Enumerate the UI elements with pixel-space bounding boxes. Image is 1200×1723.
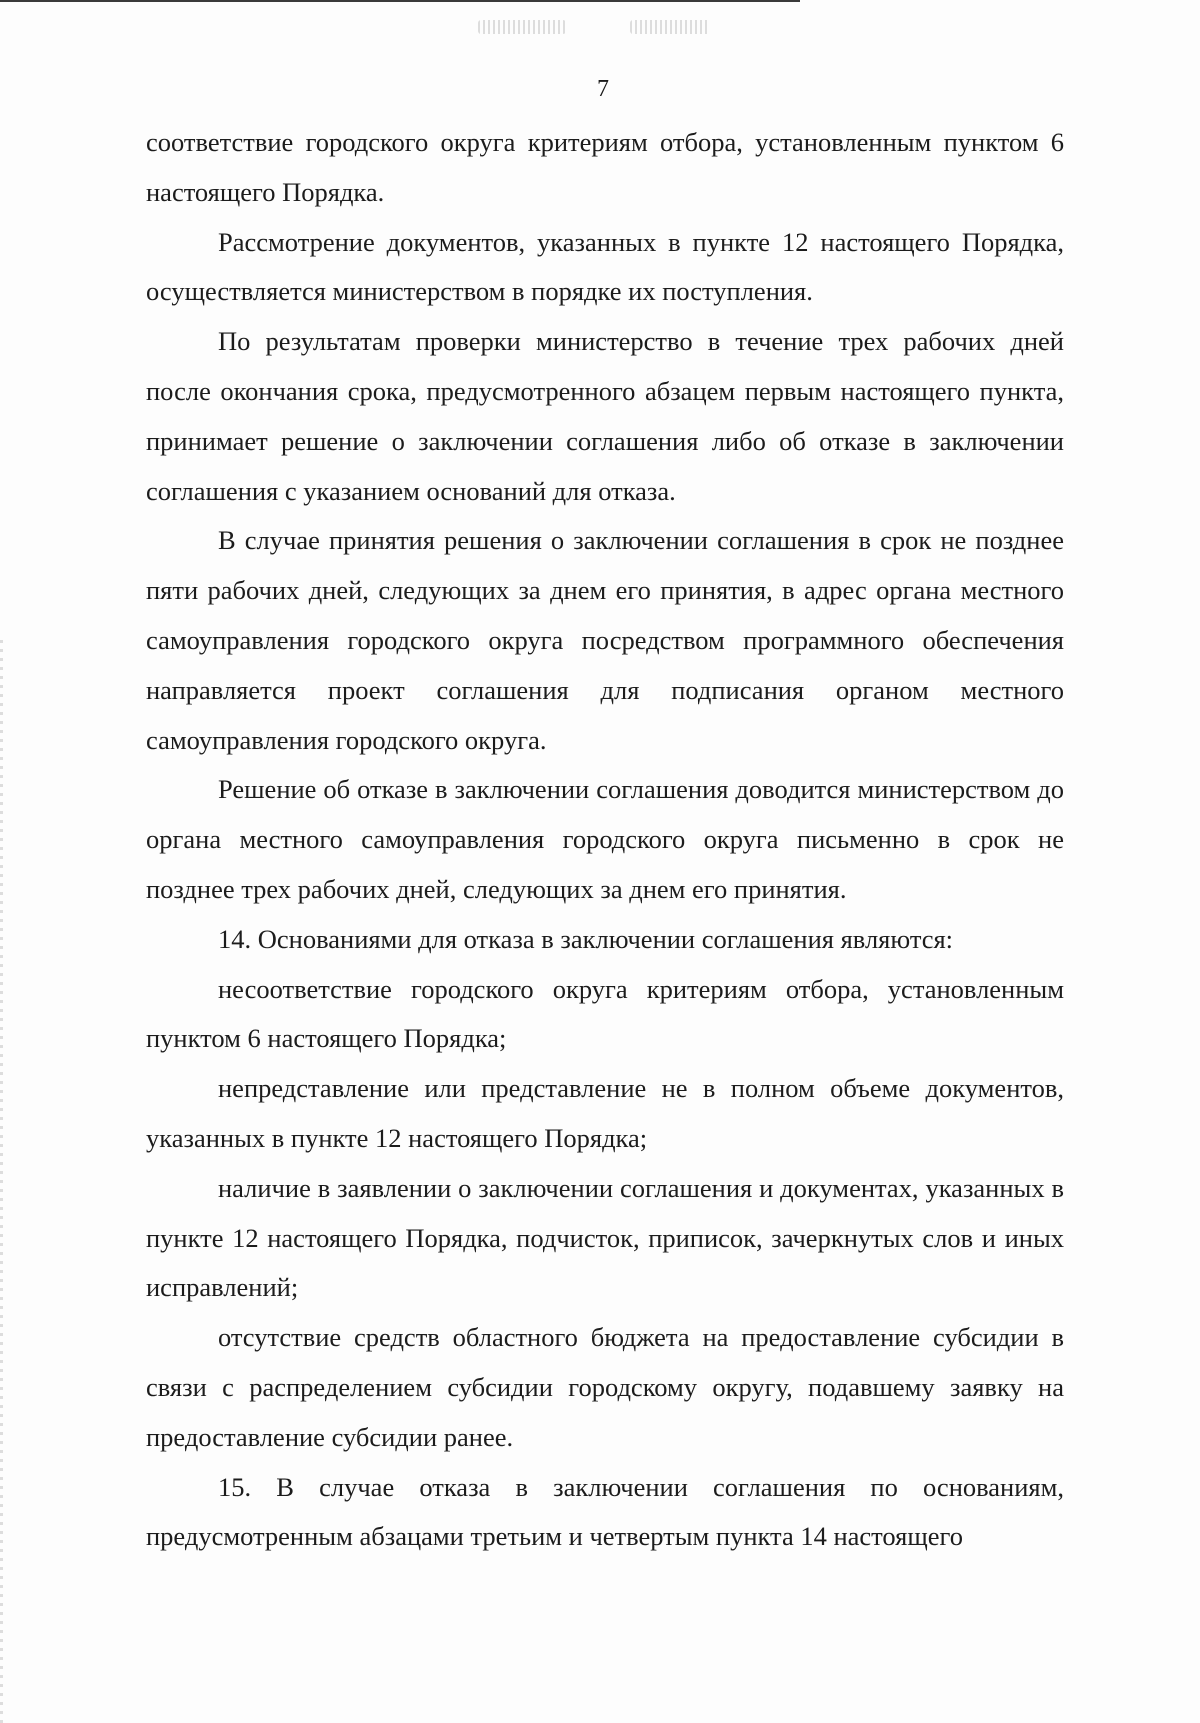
paragraph: несоответствие городского округа критериям отбора, установленным пунктом 6 настоящего Порядка; <box>146 973 1064 1054</box>
paragraph: 15. В случае отказа в заключении соглашения по основаниям, предусмотренным абзацами третьим и четвертым пункта 14 настоящего <box>146 1471 1064 1552</box>
scan-artifact <box>630 20 710 34</box>
scan-artifact <box>478 20 566 34</box>
paragraph: 14. Основаниями для отказа в заключении соглашения являются: <box>218 923 954 954</box>
paragraph: непредставление или представление не в полном объеме документов, указанных в пункте 12 настоящего Порядка; <box>146 1073 1064 1153</box>
scan-left-edge <box>0 640 3 1723</box>
paragraph: В случае принятия решения о заключении соглашения в срок не позднее пяти рабочих дней, следующих за днем его принятия, в адрес органа местного самоуправления городского округа посредством программного обеспечения направляется проект соглашения для подписания органом местного самоуправления городского округа. <box>146 525 1064 755</box>
paragraph: Рассмотрение документов, указанных в пункте 12 настоящего Порядка, осуществляется министерством в порядке их поступления. <box>146 226 1064 307</box>
paragraph: Решение об отказе в заключении соглашения доводится министерством до органа местного самоуправления городского округа письменно в срок не позднее трех рабочих дней, следующих за днем его принятия. <box>146 774 1064 904</box>
paragraph: соответствие городского округа критериям отбора, установленным пунктом 6 настоящего Порядка. <box>146 127 1064 207</box>
paragraph: наличие в заявлении о заключении соглашения и документах, указанных в пункте 12 настоящего Порядка, подчисток, приписок, зачеркнутых слов и иных исправлений; <box>146 1172 1064 1303</box>
page-number: 7 <box>597 76 609 102</box>
paragraph: По результатам проверки министерство в течение трех рабочих дней после окончания срока, предусмотренного абзацем первым настоящего пункта, принимает решение о заключении соглашения либо об отказе в заключении соглашения с указанием оснований для отказа. <box>146 326 1064 506</box>
document-body <box>146 118 1064 1562</box>
scan-top-border <box>0 0 800 2</box>
paragraph: отсутствие средств областного бюджета на предоставление субсидии в связи с распределением субсидии городскому округу, подавшему заявку на предоставление субсидии ранее. <box>146 1322 1064 1452</box>
